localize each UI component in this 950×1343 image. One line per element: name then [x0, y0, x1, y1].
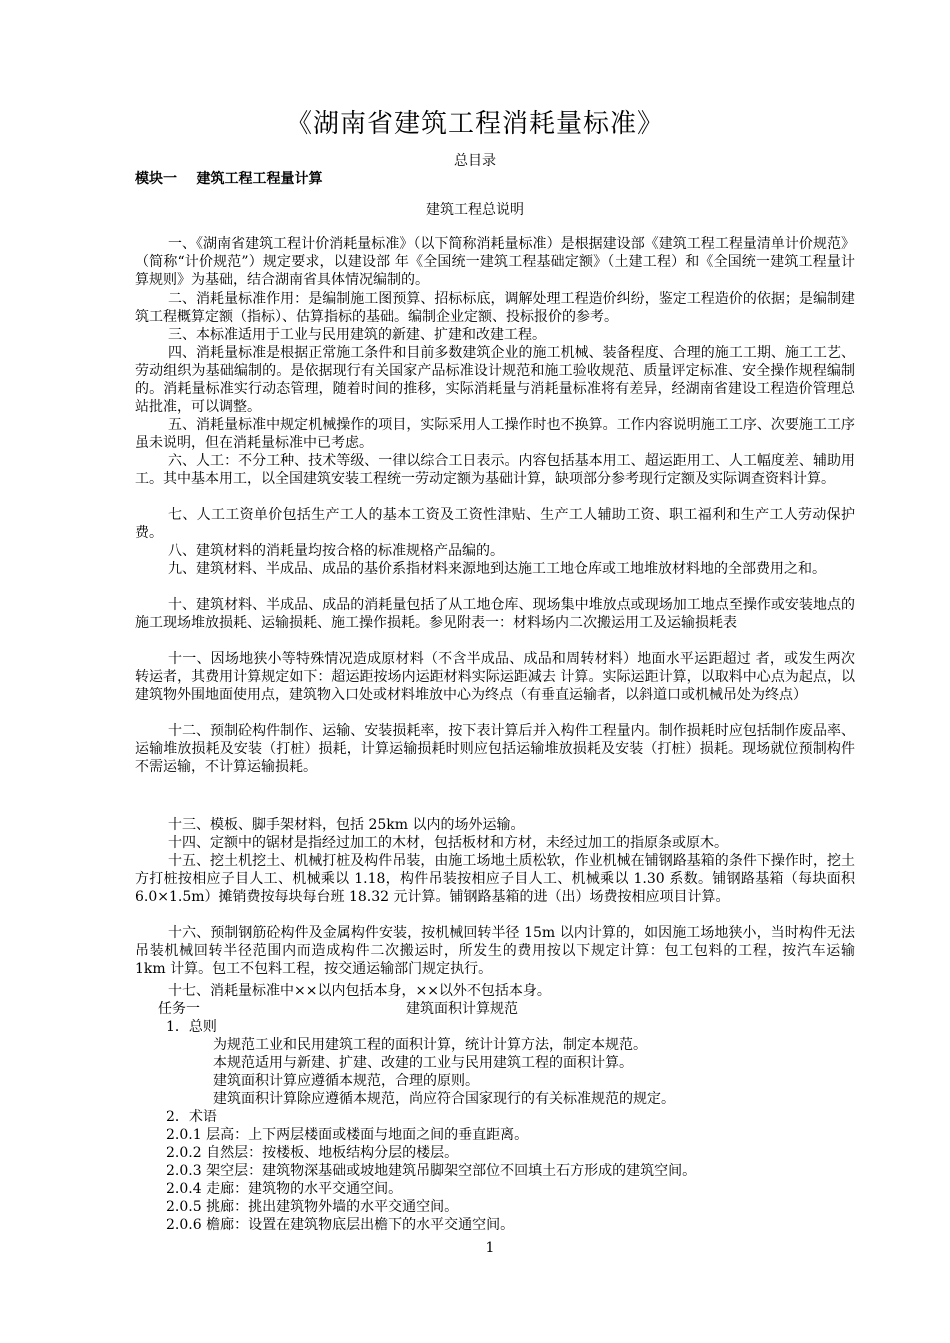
paragraph-17: 十七、消耗量标准中××以内包括本身，××以外不包括本身。	[168, 983, 551, 999]
terms-heading: 2．术语	[166, 1109, 217, 1125]
term-item: 2.0.6 檐廊：设置在建筑物底层出檐下的水平交通空间。	[166, 1217, 515, 1233]
task-label: 任务一	[158, 1001, 200, 1017]
paragraph-9: 九、建筑材料、半成品、成品的基价系指材料来源地到达施工工地仓库或工地堆放材料地的全部费用之和。	[168, 561, 826, 577]
term-item: 2.0.5 挑廊：挑出建筑物外墙的水平交通空间。	[166, 1199, 459, 1215]
toc-label: 总目录	[454, 153, 496, 169]
general-heading: 1．总则	[166, 1019, 217, 1035]
paragraph-3: 三、本标准适用于工业与民用建筑的新建、扩建和改建工程。	[168, 327, 546, 343]
paragraph-5: 五、消耗量标准中规定机械操作的项目，实际采用人工操作时也不换算。工作内容说明施工工序、次要施工工序虽未说明，但在消耗量标准中已考虑。	[135, 417, 855, 451]
term-item: 2.0.4 走廊：建筑物的水平交通空间。	[166, 1181, 403, 1197]
paragraph-13: 十三、模板、脚手架材料，包括 25km 以内的场外运输。	[168, 817, 525, 833]
paragraph-8: 八、建筑材料的消耗量均按合格的标准规格产品编的。	[168, 543, 504, 559]
paragraph-2: 二、消耗量标准作用：是编制施工图预算、招标标底，调解处理工程造价纠纷，鉴定工程造价的依据；是编制建筑工程概算定额（指标）、估算指标的基础。编制企业定额、投标报价的参考。	[135, 291, 855, 325]
term-item: 2.0.2 自然层：按楼板、地板结构分层的楼层。	[166, 1145, 459, 1161]
paragraph-6: 六、人工：不分工种、技术等级、一律以综合工日表示。内容包括基本用工、超运距用工、人工幅度差、辅助用工。其中基本用工，以全国建筑安装工程统一劳动定额为基础计算，缺项部分参考现行定额及实际调查资料计算。	[135, 453, 855, 487]
page-number: 1	[485, 1240, 495, 1256]
term-item: 2.0.3 架空层：建筑物深基础或坡地建筑吊脚架空部位不回填土石方形成的建筑空间。	[166, 1163, 697, 1179]
paragraph-16: 十六、预制钢筋砼构件及金属构件安装，按机械回转半径 15m 以内计算的，如因施工场地狭小，当时构件无法吊装机械回转半径范围内而造成构件二次搬运时，所发生的费用按以下规定计算：包工包料的工程，按汽车运输 1km 计算。包工不包料工程，按交通运输部门规定执行。	[135, 925, 855, 977]
general-line: 建筑面积计算除应遵循本规范，尚应符合国家现行的有关标准规范的规定。	[213, 1091, 675, 1107]
paragraph-12: 十二、预制砼构件制作、运输、安装损耗率，按下表计算后并入构件工程量内。制作损耗时应包括制作废品率、运输堆放损耗及安装（打桩）损耗，计算运输损耗时则应包括运输堆放损耗及安装（打桩）损耗。现场就位预制构件不需运输，不计算运输损耗。	[135, 723, 855, 775]
paragraph-10: 十、建筑材料、半成品、成品的消耗量包括了从工地仓库、现场集中堆放点或现场加工地点至操作或安装地点的施工现场堆放损耗、运输损耗、施工操作损耗。参见附表一：材料场内二次搬运用工及运输损耗表	[135, 597, 855, 631]
paragraph-14: 十四、定额中的锯材是指经过加工的木材，包括板材和方材，未经过加工的指原条或原木。	[168, 835, 728, 851]
paragraph-1: 一、《湖南省建筑工程计价消耗量标准》（以下简称消耗量标准）是根据建设部《建筑工程工程量清单计价规范》（简称“计价规范”）规定要求，以建设部 年《全国统一建筑工程基础定额》（土建工程）和《全国统一建筑工程量计算规则》为基础，结合湖南省具体情况编制的。	[135, 236, 855, 288]
term-item: 2.0.1 层高：上下两层楼面或楼面与地面之间的垂直距离。	[166, 1127, 529, 1143]
module-heading: 模块一 建筑工程工程量计算	[135, 171, 323, 187]
paragraph-15: 十五、挖土机挖土、机械打桩及构件吊装，由施工场地土质松软，作业机械在铺钢路基箱的条件下操作时，挖土方打桩按相应子目人工、机械乘以 1.18，构件吊装按相应子目人工、机械乘以 1.30 系数。铺钢路基箱（每块面积 6.0×1.5m）摊销费按每块每台班 18.32 元计算。铺钢路基箱的进（出）场费按相应项目计算。	[135, 853, 855, 905]
document-title: 《湖南省建筑工程消耗量标准》	[285, 109, 664, 139]
task-title: 建筑面积计算规范	[406, 1001, 518, 1017]
paragraph-7: 七、人工工资单价包括生产工人的基本工资及工资性津贴、生产工人辅助工资、职工福利和生产工人劳动保护费。	[135, 507, 855, 541]
general-line: 为规范工业和民用建筑工程的面积计算，统计计算方法，制定本规范。	[213, 1037, 647, 1053]
general-line: 建筑面积计算应遵循本规范，合理的原则。	[213, 1073, 479, 1089]
section-title: 建筑工程总说明	[426, 202, 524, 218]
paragraph-4: 四、消耗量标准是根据正常施工条件和目前多数建筑企业的施工机械、装备程度、合理的施工工期、施工工艺、劳动组织为基础编制的。是依据现行有关国家产品标准设计规范和施工验收规范、质量评定标准、安全操作规程编制的。消耗量标准实行动态管理，随着时间的推移，实际消耗量与消耗量标准将有差异，经湖南省建设工程造价管理总站批准，可以调整。	[135, 345, 855, 415]
paragraph-11: 十一、因场地狭小等特殊情况造成原材料（不含半成品、成品和周转材料）地面水平运距超过 者，或发生两次转运者，其费用计算规定如下：超运距按场内运距材料实际运距减去 计算。实际运距计算，以取料中心点为起点，以建筑物外围地面使用点，建筑物入口处或材料堆放中心为终点（有垂直运输者，以斜道口或机械吊处为终点）	[135, 651, 855, 703]
general-line: 本规范适用与新建、扩建、改建的工业与民用建筑工程的面积计算。	[213, 1055, 633, 1071]
